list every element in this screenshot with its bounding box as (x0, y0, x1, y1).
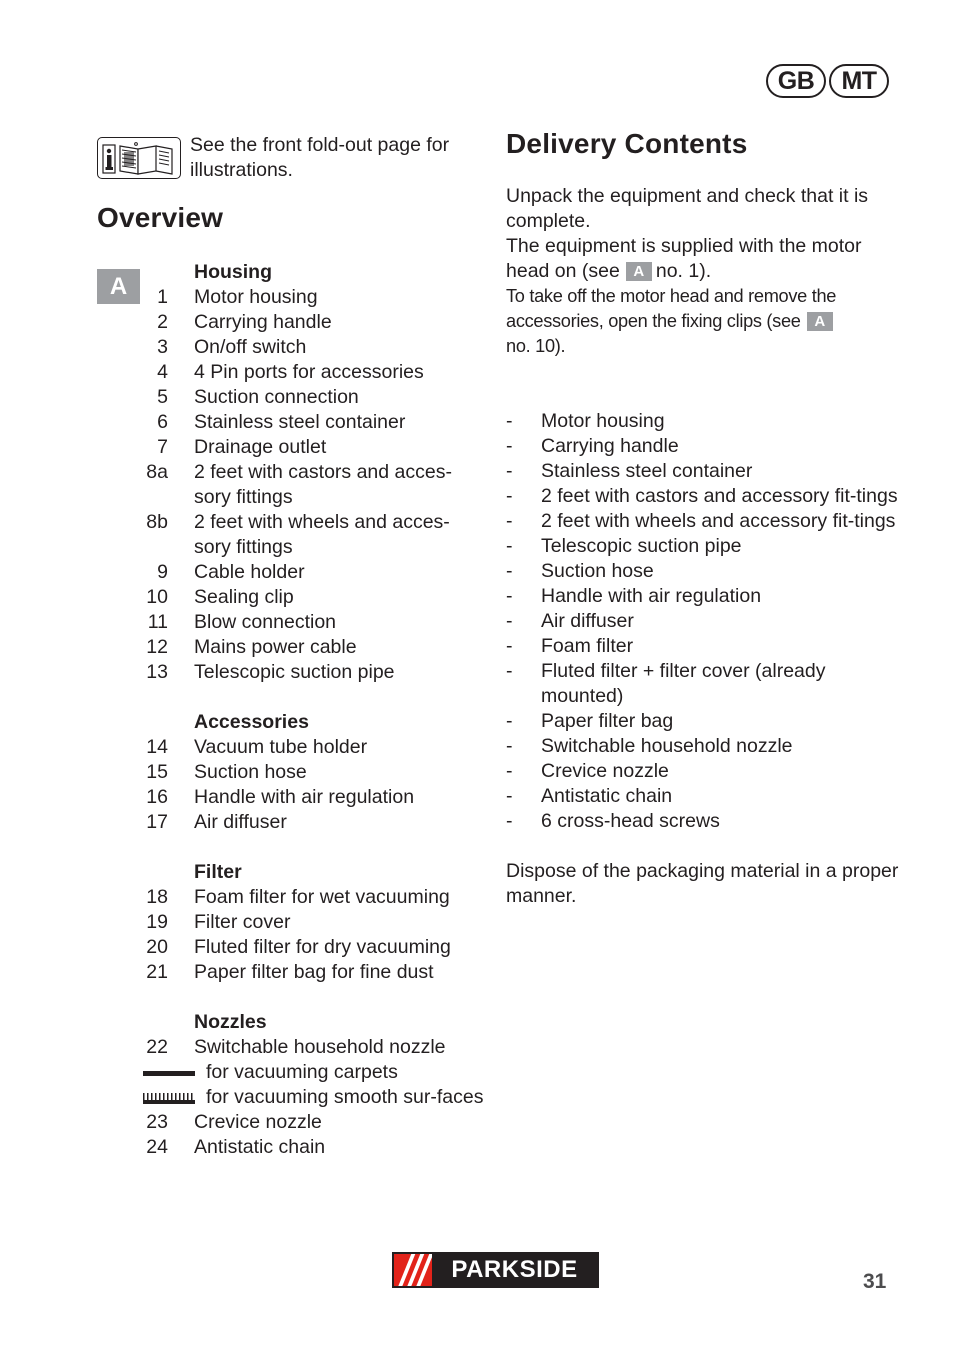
list-item (506, 759, 906, 784)
bullet-dash: - (506, 560, 513, 582)
item-text: Vacuum tube holder (194, 736, 368, 758)
packaging-disposal-paragraph: Dispose of the packaging material in a proper manner. (506, 860, 899, 907)
item-number: 20 (146, 936, 168, 958)
list-item (140, 510, 485, 560)
item-text: 2 feet with wheels and accessory fit-tings (541, 510, 896, 532)
item-text: Fluted filter for dry vacuuming (194, 936, 451, 958)
item-text: 2 feet with castors and acces-sory fittings (194, 461, 452, 508)
item-number: 2 (157, 311, 168, 333)
list-item (140, 785, 485, 810)
item-text: Paper filter bag for fine dust (194, 961, 434, 983)
figure-a-ref: A (807, 312, 833, 331)
figure-a-ref: A (626, 262, 652, 281)
item-number: 12 (146, 636, 168, 658)
language-badge-gb: GB (766, 64, 826, 98)
page-number: 31 (863, 1270, 887, 1293)
item-text: 2 feet with castors and accessory fit-tings (541, 485, 898, 507)
list-item (506, 709, 906, 734)
nozzle-mode-text: for vacuuming smooth sur-faces (206, 1086, 484, 1108)
carpet-mode-icon (143, 1071, 195, 1076)
item-text: Foam filter for wet vacuuming (194, 886, 450, 908)
list-item (140, 335, 485, 360)
language-badge-mt: MT (829, 64, 889, 98)
item-text: Carrying handle (541, 435, 679, 457)
list-item (140, 960, 485, 985)
item-number: 6 (157, 411, 168, 433)
list-item (140, 285, 485, 310)
list-item (140, 885, 485, 910)
bullet-dash: - (506, 535, 513, 557)
item-text: 4 Pin ports for accessories (194, 361, 424, 383)
section-heading-accessories: Accessories (194, 711, 309, 733)
item-number: 9 (157, 561, 168, 583)
item-text: Switchable household nozzle (541, 735, 793, 757)
item-number: 8a (146, 461, 168, 483)
section-heading-nozzles: Nozzles (194, 1011, 267, 1033)
list-item (140, 635, 485, 660)
item-text: Air diffuser (541, 610, 634, 632)
overview-parts-list (140, 260, 485, 1160)
item-text: Foam filter (541, 635, 634, 657)
item-text: Drainage outlet (194, 436, 327, 458)
nozzle-mode-smooth (140, 1085, 485, 1110)
item-text: Handle with air regulation (194, 786, 415, 808)
parkside-logo (392, 1252, 599, 1288)
paragraph-text: no. 1). (655, 260, 712, 282)
list-item (506, 609, 906, 634)
list-item (140, 410, 485, 435)
item-number: 21 (146, 961, 168, 983)
list-item (140, 1035, 485, 1060)
bullet-dash: - (506, 660, 513, 682)
item-text: Suction hose (194, 761, 307, 783)
list-item (506, 734, 906, 759)
item-text: 2 feet with wheels and acces-sory fittings (194, 511, 450, 558)
bullet-dash: - (506, 410, 513, 432)
item-text: Carrying handle (194, 311, 332, 333)
list-item (140, 310, 485, 335)
item-number: 15 (146, 761, 168, 783)
item-text: Telescopic suction pipe (541, 535, 742, 557)
smooth-surface-mode-icon (143, 1093, 195, 1104)
item-text: Blow connection (194, 611, 337, 633)
item-number: 10 (146, 586, 168, 608)
list-item (506, 809, 906, 834)
bullet-dash: - (506, 810, 513, 832)
bullet-dash: - (506, 435, 513, 457)
list-item (140, 385, 485, 410)
paragraph-text: no. 10). (506, 336, 566, 356)
item-number: 5 (157, 386, 168, 408)
paragraph-text: To take off the motor head and remove the accessories, open the fixing clips (see (506, 286, 837, 331)
bullet-dash: - (506, 635, 513, 657)
list-item (506, 484, 906, 509)
list-item (506, 634, 906, 659)
list-item (506, 584, 906, 609)
item-number: 17 (146, 811, 168, 833)
item-number: 11 (147, 611, 168, 633)
nozzle-mode-carpet (140, 1060, 485, 1085)
item-text: Stainless steel container (194, 411, 406, 433)
item-number: 22 (146, 1036, 168, 1058)
bullet-dash: - (506, 485, 513, 507)
item-number: 18 (146, 886, 168, 908)
bullet-dash: - (506, 735, 513, 757)
fold-out-note: See the front fold-out page for illustrations. (190, 134, 450, 181)
item-text: Fluted filter + filter cover (already mounted) (541, 660, 826, 707)
unpack-paragraph: Unpack the equipment and check that it is complete. (506, 185, 869, 232)
list-item (140, 660, 485, 685)
item-text: Antistatic chain (194, 1136, 326, 1158)
item-number: 4 (157, 361, 168, 383)
item-number: 16 (146, 786, 168, 808)
list-item (140, 935, 485, 960)
list-item (140, 910, 485, 935)
item-text: Air diffuser (194, 811, 287, 833)
item-number: 3 (157, 336, 168, 358)
section-heading-housing: Housing (194, 261, 272, 283)
item-number: 1 (157, 286, 168, 308)
item-text: Switchable household nozzle (194, 1036, 446, 1058)
list-item (140, 585, 485, 610)
item-number: 8b (146, 511, 168, 533)
list-item (140, 1135, 485, 1160)
item-number: 14 (146, 736, 168, 758)
list-item (506, 434, 906, 459)
list-item (140, 1110, 485, 1135)
logo-slash-icon (394, 1254, 432, 1286)
list-item (140, 760, 485, 785)
list-item (140, 735, 485, 760)
item-text: Filter cover (194, 911, 291, 933)
item-text: Cable holder (194, 561, 305, 583)
bullet-dash: - (506, 785, 513, 807)
bullet-dash: - (506, 610, 513, 632)
fixing-clips-paragraph (506, 284, 906, 359)
overview-heading: Overview (97, 202, 224, 233)
list-item (140, 360, 485, 385)
item-number: 7 (157, 436, 168, 458)
item-text: Crevice nozzle (541, 760, 669, 782)
item-text: On/off switch (194, 336, 307, 358)
motor-head-paragraph (506, 234, 906, 284)
list-item (506, 409, 906, 434)
figure-a-badge: A (97, 269, 140, 304)
list-item (140, 435, 485, 460)
delivery-contents-body (506, 184, 906, 909)
bullet-dash: - (506, 760, 513, 782)
list-item (506, 509, 906, 534)
item-number: 19 (146, 911, 168, 933)
list-item (140, 610, 485, 635)
item-number: 23 (146, 1111, 168, 1133)
item-text: Sealing clip (194, 586, 294, 608)
item-text: Suction hose (541, 560, 654, 582)
list-item (140, 460, 485, 510)
list-item (140, 560, 485, 585)
item-text: Mains power cable (194, 636, 357, 658)
item-text: Antistatic chain (541, 785, 673, 807)
item-text: Crevice nozzle (194, 1111, 322, 1133)
bullet-dash: - (506, 585, 513, 607)
info-book-icon (97, 137, 181, 179)
delivery-contents-heading: Delivery Contents (506, 128, 748, 159)
nozzle-mode-text: for vacuuming carpets (206, 1061, 398, 1083)
bullet-dash: - (506, 510, 513, 532)
bullet-dash: - (506, 460, 513, 482)
list-item (506, 784, 906, 809)
item-text: Handle with air regulation (541, 585, 762, 607)
item-text: Suction connection (194, 386, 359, 408)
item-text: Paper filter bag (541, 710, 674, 732)
section-heading-filter: Filter (194, 861, 242, 883)
paragraph-text: The equipment is supplied with the motor head on (see (506, 235, 862, 282)
bullet-dash: - (506, 710, 513, 732)
item-text: 6 cross-head screws (541, 810, 720, 832)
list-item (506, 559, 906, 584)
item-text: Motor housing (194, 286, 318, 308)
list-item (506, 659, 906, 709)
list-item (506, 534, 906, 559)
list-item (140, 810, 485, 835)
item-number: 24 (146, 1136, 168, 1158)
list-item (506, 459, 906, 484)
brand-name: PARKSIDE (432, 1254, 597, 1286)
item-text: Motor housing (541, 410, 665, 432)
item-number: 13 (146, 661, 168, 683)
item-text: Telescopic suction pipe (194, 661, 395, 683)
item-text: Stainless steel container (541, 460, 753, 482)
